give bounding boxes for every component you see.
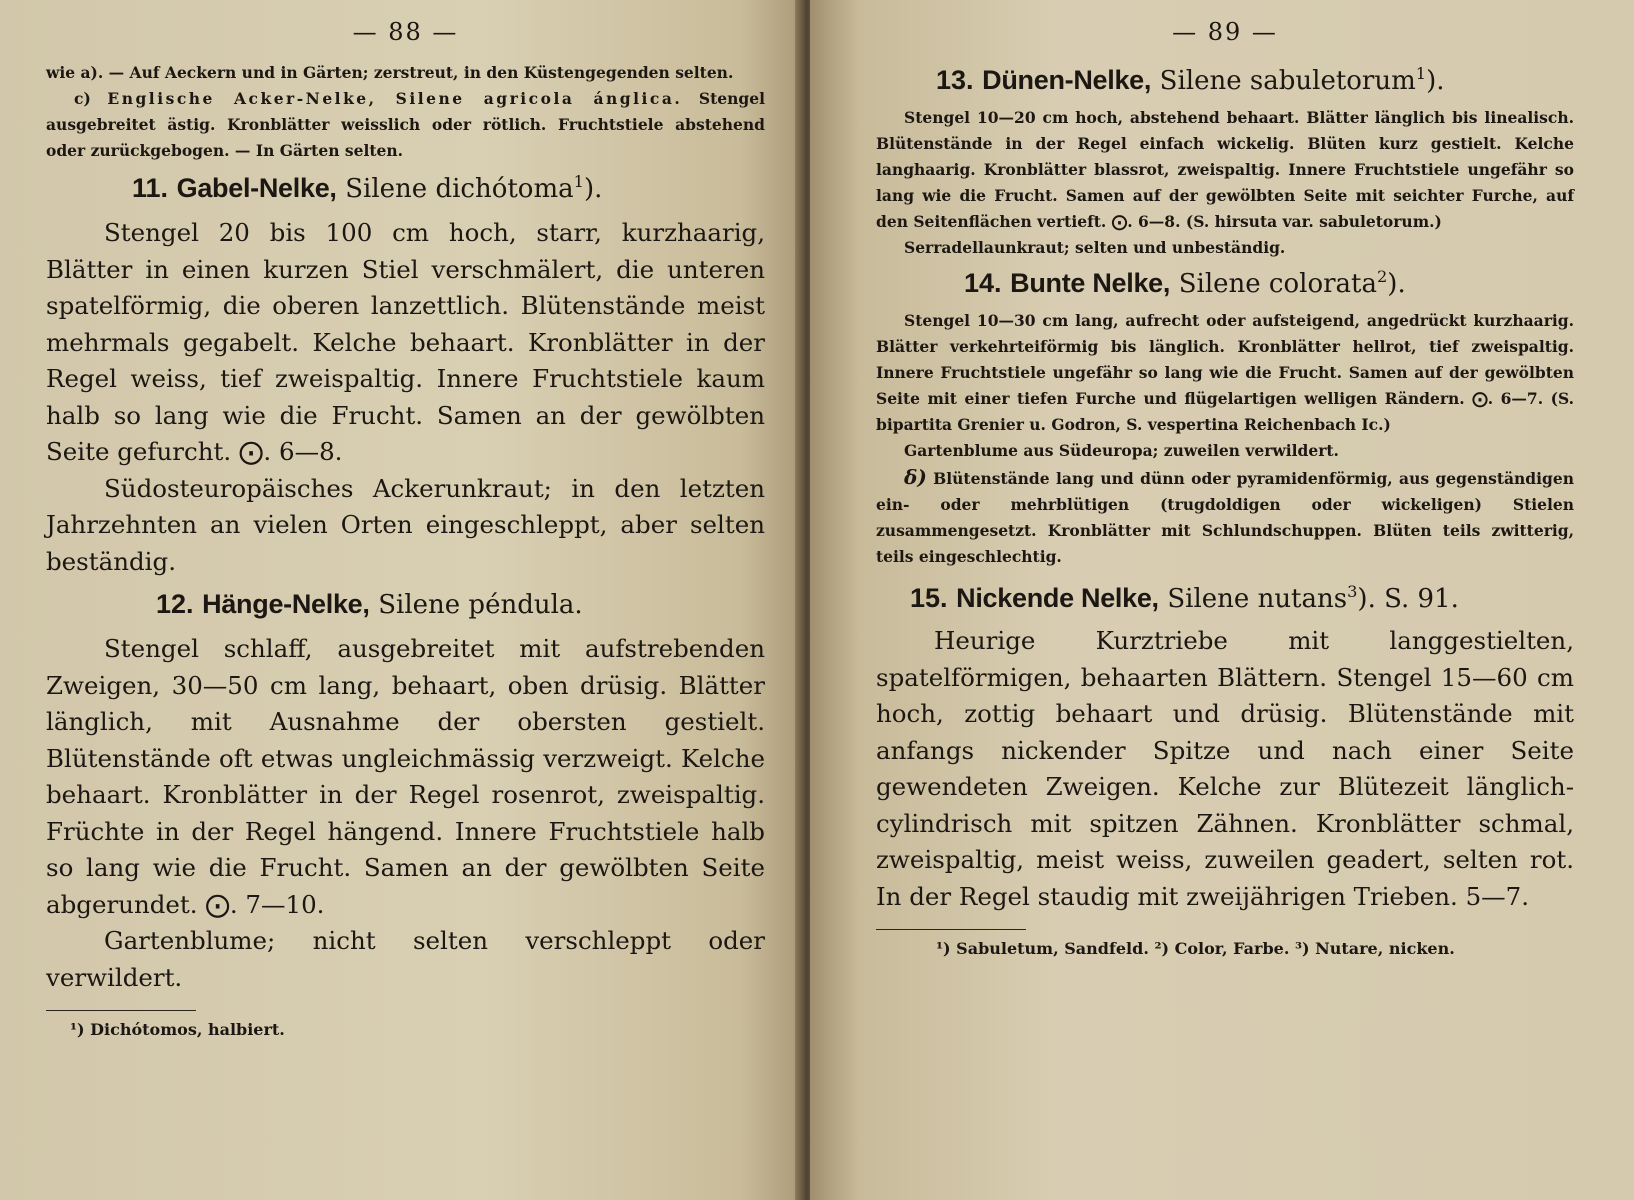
species-latin-name: Silene sabuletorum [1159,66,1416,96]
heading-suffix: ). [1426,66,1445,96]
species-description: Stengel 20 bis 100 cm hoch, starr, kurzhaarig, Blätter in einen kurzen Stiel verschmälert, die unteren spatelförmig, die oberen lanzettlich. Blütenstände meist mehrmals gegabelt. Kelche behaart. Kronblätter in der Regel weiss, tief zweispaltig. Innere Fruchtstiele kaum halb so lang wie die Frucht. Samen an der gewölbten Seite gefurcht. ⨀. 6—8. [46,218,765,466]
footnote-ref: 2 [1376,267,1388,286]
species-latin-name: Silene colorata [1178,269,1377,299]
species-heading-11 [46,168,765,209]
species-heading-14 [876,263,1574,304]
footnote-ref: 1 [573,172,584,191]
species-heading-12 [46,584,765,625]
species-habitat: Serradellaunkraut; selten und unbeständig. [904,238,1286,257]
species-number: 14. [964,268,1002,298]
species-german-name: Bunte Nelke, [1010,268,1171,298]
footnote-divider [46,1010,196,1011]
species-description: Stengel 10—20 cm hoch, abstehend behaart. Blätter länglich bis linealisch. Blütenstände in der Regel einfach wickelig. Blüten kurz gestielt. Kelche langhaarig. Kronblätter blassrot, zweispaltig. Innere Fruchtstiele ungefähr so lang wie die Frucht. Samen auf der gewölbten Seite mit seichter Furche, auf den Seitenflächen vertieft. ⨀. 6—8. (S. hirsuta var. sabuletorum.) [876,108,1574,231]
species-habitat: Gartenblume aus Südeuropa; zuweilen verwildert. [904,441,1339,460]
species-habitat: Gartenblume; nicht selten verschleppt oder verwildert. [46,926,765,992]
species-number: 12. [156,589,194,619]
species-latin-name: Silene péndula. [378,590,583,620]
group-text: Blütenstände lang und dünn oder pyramidenförmig, aus gegenständigen ein- oder mehrblütigen (trugdoldigen oder wickeligen) Stielen zusammengesetzt. Kronblätter mit Schlundschuppen. Blüten teils zwitterig, teils eingeschlechtig. [876,469,1574,566]
species-latin-name: Silene dichótoma [345,174,574,204]
species-description: Stengel 10—30 cm lang, aufrecht oder aufsteigend, angedrückt kurzhaarig. Blätter verkehrteiförmig bis länglich. Kronblätter hellrot, tief zweispaltig. Innere Fruchtstiele ungefähr so lang wie die Frucht. Samen auf der gewölbten Seite mit einer tiefen Furche und flügelartigen welligen Rändern. ⨀. 6—7. (S. bipartita Grenier u. Godron, S. vespertina Reichenbach Ic.) [876,311,1574,434]
footnote-ref: 3 [1347,582,1358,601]
species-german-name: Hänge-Nelke, [202,589,370,619]
footnote: ¹) Sabuletum, Sandfeld. ²) Color, Farbe. ³) Nutare, nicken. [936,939,1455,958]
species-german-name: Gabel-Nelke, [176,173,337,203]
left-page [0,0,805,1200]
species-number: 11. [132,173,169,203]
species-number: 15. [910,583,948,613]
variety-label: c) [74,89,91,108]
species-heading-13 [876,60,1574,101]
heading-suffix: ). [583,174,603,204]
page-number: — 88 — [352,18,459,46]
heading-suffix: ). [1387,269,1406,299]
species-german-name: Nickende Nelke, [956,583,1159,613]
species-latin-name: Silene nutans [1167,584,1348,614]
variety-name: Englische Acker-Nelke, Silene agricola ánglica. [107,89,683,108]
heading-suffix: ). S. 91. [1357,584,1459,614]
variety-c [46,86,765,164]
species-description: Stengel schlaff, ausgebreitet mit aufstrebenden Zweigen, 30—50 cm lang, behaart, oben drüsig. Blätter länglich, mit Ausnahme der obersten gestielt. Blütenstände oft etwas ungleichmässig verzweigt. Kelche behaart. Kronblätter in der Regel rosenrot, zweispaltig. Früchte in der Regel hängend. Innere Fruchtstiele halb so lang wie die Frucht. Samen an der gewölbten Seite abgerundet. ⨀. 7—10. [46,634,765,919]
footnote-divider [876,929,1026,930]
footnote-ref: 1 [1415,64,1427,83]
species-german-name: Dünen-Nelke, [982,65,1152,95]
page-number: — 89 — [1172,18,1278,46]
footnote: ¹) Dichótomos, halbiert. [70,1020,285,1039]
right-page [810,0,1634,1200]
intro-text: wie a). — Auf Aeckern und in Gärten; zerstreut, in den Küstengegenden selten. [46,63,734,82]
group-delta [876,464,1574,570]
species-description: Heurige Kurztriebe mit langgestielten, spatelförmigen, behaarten Blättern. Stengel 15—60 cm hoch, zottig behaart und drüsig. Blütenstände mit anfangs nickender Spitze und nach einer Seite gewendeten Zweigen. Kelche zur Blütezeit länglich-cylindrisch mit spitzen Zähnen. Kronblätter schmal, zweispaltig, meist weiss, zuweilen geadert, selten rot. In der Regel staudig mit zweijährigen Trieben. 5—7. [876,626,1574,911]
group-label: δ) [904,465,927,489]
species-heading-15 [876,578,1574,619]
species-number: 13. [936,65,974,95]
variety-text: Stengel ausgebreitet ästig. Kronblätter weisslich oder rötlich. Fruchtstiele abstehend oder zurückgebogen. — In Gärten selten. [46,89,765,160]
species-habitat: Südosteuropäisches Ackerunkraut; in den letzten Jahrzehnten an vielen Orten eingeschleppt, aber selten beständig. [46,473,765,576]
